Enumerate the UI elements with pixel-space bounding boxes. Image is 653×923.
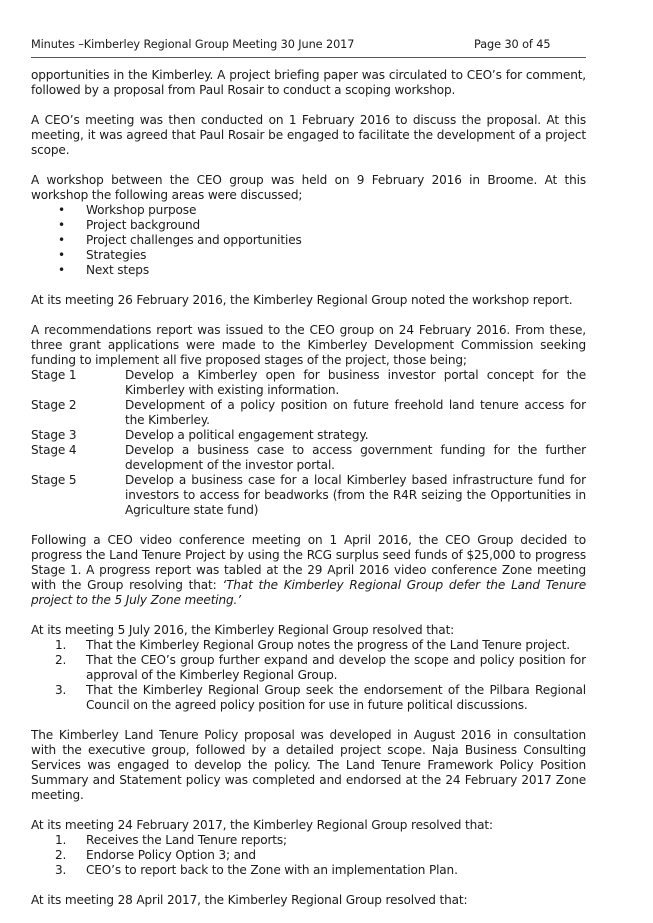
list-item: • Strategies	[58, 248, 147, 262]
bullet-icon: •	[58, 233, 65, 247]
stage-row	[31, 398, 586, 428]
paragraph-video-conference: Following a CEO video conference meeting on 1 April 2016, the CEO Group decided to progress the Land Tenure Project by using the RCG surplus seed funds of $25,000 to progress Stage 1. A progress report was tabled at the 29 April 2016 video conference Zone meeting with the Group resolving that: ‘That the Kimberley Regional Group defer the Land Tenure project to the 5 July Zone meeting.’	[31, 533, 586, 607]
stage-text: Develop a Kimberley open for business investor portal concept for the Kimberley with existing information.	[125, 368, 586, 397]
stage-label: Stage 1	[31, 368, 77, 382]
page-number: Page 30 of 45	[474, 38, 551, 51]
paragraph-policy-proposal: The Kimberley Land Tenure Policy proposal was developed in August 2016 in consultation with the executive group, followed by a detailed project scope. Naja Business Consulting Services was engaged to develop the policy. The Land Tenure Framework Policy Position Summary and Statement policy was completed and endorsed at the 24 February 2017 Zone meeting.	[31, 728, 586, 802]
resolution-quote: ‘That the Kimberley Regional Group defer the Land Tenure project to the 5 July Zone meeting.’	[31, 578, 586, 607]
stage-label: Stage 2	[31, 398, 77, 412]
list-item: 3. CEO’s to report back to the Zone with an implementation Plan.	[55, 863, 458, 877]
header-divider	[31, 57, 586, 58]
stage-label: Stage 5	[31, 473, 77, 487]
stage-text: Development of a policy position on future freehold land tenure access for the Kimberley.	[125, 398, 586, 427]
stage-row	[31, 368, 586, 398]
stage-label: Stage 3	[31, 428, 77, 442]
list-item: • Project background	[58, 218, 201, 232]
list-item: 2. That the CEO’s group further expand and develop the scope and policy position for approval of the Kimberley Regional Group.	[55, 653, 586, 682]
paragraph-feb-2017: At its meeting 24 February 2017, the Kimberley Regional Group resolved that:	[31, 818, 493, 832]
bullet-icon: •	[58, 248, 65, 262]
document-title: Minutes –Kimberley Regional Group Meeting 30 June 2017	[31, 38, 355, 51]
paragraph-july-2016: At its meeting 5 July 2016, the Kimberley Regional Group resolved that:	[31, 623, 455, 637]
list-item: 1. Receives the Land Tenure reports;	[55, 833, 287, 847]
list-item: 2. Endorse Policy Option 3; and	[55, 848, 256, 862]
stage-row	[31, 473, 586, 518]
bullet-icon: •	[58, 203, 65, 217]
paragraph-recommendations: A recommendations report was issued to the CEO group on 24 February 2016. From these, three grant applications were made to the Kimberley Development Commission seeking funding to implement all five proposed stages of the project, those being;	[31, 323, 586, 367]
resolutions-2016-list	[31, 638, 586, 713]
stage-row	[31, 428, 586, 443]
bullet-icon: •	[58, 218, 65, 232]
list-item: • Project challenges and opportunities	[58, 233, 302, 247]
stage-text: Develop a business case for a local Kimberley based infrastructure fund for investors to access for beadworks (from the R4R seizing the Opportunities in Agriculture state fund)	[125, 473, 586, 517]
list-item: • Workshop purpose	[58, 203, 197, 217]
stage-text: Develop a business case to access government funding for the further development of the investor portal.	[125, 443, 586, 472]
stage-row	[31, 443, 586, 473]
bullet-icon: •	[58, 263, 65, 277]
paragraph-workshop: A workshop between the CEO group was held on 9 February 2016 in Broome. At this workshop the following areas were discussed;	[31, 173, 586, 202]
paragraph-ceo-meeting: A CEO’s meeting was then conducted on 1 February 2016 to discuss the proposal. At this meeting, it was agreed that Paul Rosair be engaged to facilitate the development of a project scope.	[31, 113, 586, 157]
resolutions-2017-list	[31, 833, 586, 878]
paragraph-workshop-report: At its meeting 26 February 2016, the Kimberley Regional Group noted the workshop report.	[31, 293, 573, 307]
document-body	[31, 68, 586, 923]
list-item: • Next steps	[58, 263, 149, 277]
project-stages	[31, 368, 586, 518]
workshop-areas-list	[31, 203, 586, 278]
stage-text: Develop a political engagement strategy.	[125, 428, 369, 442]
list-item: 3. That the Kimberley Regional Group seek the endorsement of the Pilbara Regional Council on the agreed policy position for use in future political discussions.	[55, 683, 586, 712]
stage-label: Stage 4	[31, 443, 77, 457]
paragraph-april-2017: At its meeting 28 April 2017, the Kimberley Regional Group resolved that:	[31, 893, 468, 907]
paragraph-briefing: opportunities in the Kimberley. A project briefing paper was circulated to CEO’s for comment, followed by a proposal from Paul Rosair to conduct a scoping workshop.	[31, 68, 586, 97]
list-item: 1. That the Kimberley Regional Group notes the progress of the Land Tenure project.	[55, 638, 570, 652]
